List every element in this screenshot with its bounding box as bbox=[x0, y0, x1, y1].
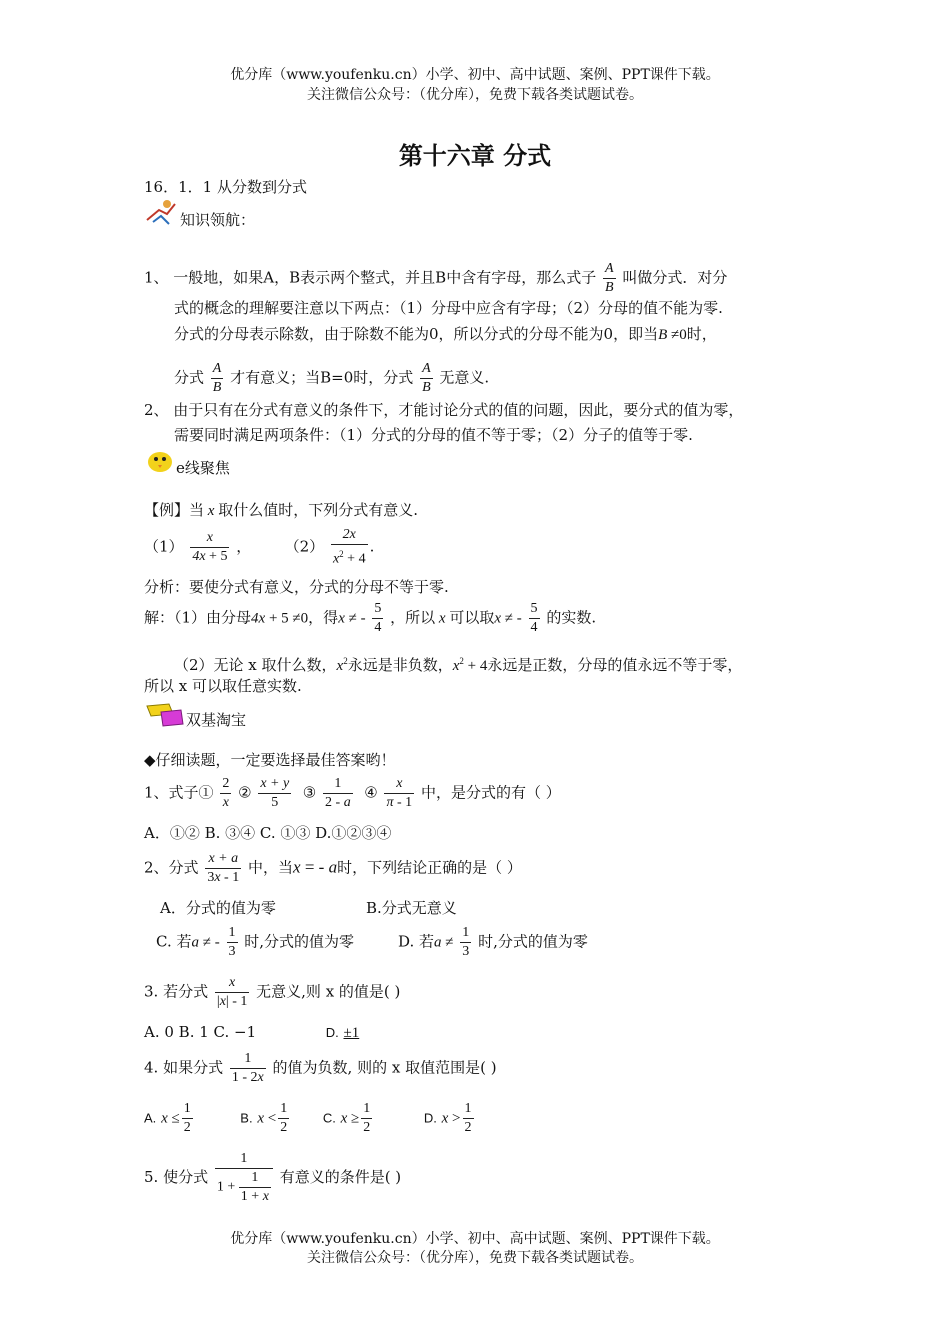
solution-2-line2: 所以 x 可以取任意实数. bbox=[144, 677, 302, 695]
example-items: （1） $\frac{x}{4x + 5}$ ， （2） $\frac{2x}{x^2 + 4}$ . bbox=[144, 527, 375, 567]
section-title: 16．1．1 从分数到分式 bbox=[144, 178, 307, 196]
example-fraction-2: $\frac{2x}{x^2 + 4}$ bbox=[332, 527, 366, 567]
bag-icon bbox=[143, 700, 185, 728]
knowledge-p1-line1: 1、 一般地，如果A，B表示两个整式，并且B中含有字母，那么式子 $\frac{A}{B}$ 叫做分式．对分 bbox=[144, 261, 728, 295]
quiz-instruction: ◆仔细读题，一定要选择最佳答案哟！ bbox=[144, 751, 396, 769]
knowledge-p1-line4: 分式 $\frac{A}{B}$ 才有意义；当B=0时，分式 $\frac{A}{B}$ 无意义. bbox=[174, 361, 490, 395]
analysis: 分析：要使分式有意义，分式的分母不等于零. bbox=[144, 578, 449, 596]
chapter-title: 第十六章 分式 bbox=[398, 141, 552, 170]
header-line-2: 关注微信公众号：（优分库），免费下载各类试题试卷。 bbox=[307, 87, 643, 103]
question-4-options: A. x ≤ $\frac{1}{2}$ B. x < $\frac{1}{2}$ C. x ≥ $\frac{1}{2}$ D. x > $\frac{1}{2}$ bbox=[144, 1101, 472, 1135]
question-4: 4. 如果分式 $\frac{1}{1 - 2x}$ 的值为负数, 则的 x 取值范围是( ) bbox=[144, 1051, 497, 1085]
question-2-option-b: B.分式无意义 bbox=[366, 899, 457, 917]
basics-heading: 双基淘宝 bbox=[186, 711, 247, 729]
footer-line-1: 优分库（www.youfenku.cn）小学、初中、高中试题、案例、PPT课件下载。 bbox=[230, 1231, 720, 1247]
question-3-options: A. 0 B. 1 C. −1 D. ±1 bbox=[144, 1023, 360, 1041]
knowledge-p1-line2: 式的概念的理解要注意以下两点：（1）分母中应含有字母；（2）分母的值不能为零. bbox=[174, 299, 723, 317]
question-3: 3. 若分式 $\frac{x}{|x| - 1}$ 无意义,则 x 的值是( ) bbox=[144, 975, 401, 1009]
knowledge-p2-line2: 需要同时满足两项条件：（1）分式的分母的值不等于零；（2）分子的值等于零. bbox=[174, 426, 693, 444]
knowledge-p2-line1: 2、 由于只有在分式有意义的条件下，才能讨论分式的值的问题，因此，要分式的值为零， bbox=[144, 401, 744, 419]
knowledge-heading: 知识领航： bbox=[180, 211, 256, 229]
question-2-option-c: C. 若a ≠ - $\frac{1}{3}$ 时,分式的值为零 bbox=[156, 925, 355, 959]
question-1-options: A．①② B. ③④ C. ①③ D.①②③④ bbox=[144, 824, 392, 842]
solution-1: 解：（1）由分母4x + 5 ≠0，得x ≠ - $\frac{5}{4}$ ，所以 x 可以取x ≠ - $\frac{5}{4}$ 的实数. bbox=[144, 601, 597, 635]
fraction-a-over-b: $\frac{A}{B}$ bbox=[604, 261, 614, 295]
question-2-option-a: A．分式的值为零 bbox=[160, 899, 276, 917]
question-2: 2、分式 $\frac{x + a}{3x - 1}$ 中，当x = - a时，下列结论正确的是（ ） bbox=[144, 851, 522, 885]
header-line-1: 优分库（www.youfenku.cn）小学、初中、高中试题、案例、PPT课件下载。 bbox=[230, 67, 720, 83]
focus-heading: e线聚焦 bbox=[176, 459, 230, 477]
runner-icon bbox=[143, 198, 179, 226]
question-2-option-d: D. 若a ≠ $\frac{1}{3}$ 时,分式的值为零 bbox=[398, 925, 588, 959]
question-5: 5. 使分式 1 1 + $\frac{1}{1 + x}$ 有意义的条件是( ) bbox=[144, 1151, 402, 1204]
example-intro: 【例】当 x 取什么值时，下列分式有意义. bbox=[144, 501, 418, 519]
knowledge-p1-line3: 分式的分母表示除数，由于除数不能为0，所以分式的分母不能为0，即当B ≠0时， bbox=[174, 325, 717, 343]
example-fraction-1: $\frac{x}{4x + 5}$ bbox=[192, 529, 228, 564]
footer-line-2: 关注微信公众号：（优分库），免费下载各类试题试卷。 bbox=[307, 1250, 643, 1266]
solution-2: （2）无论 x 取什么数，$x^2$永远是非负数，$x^2 + 4$永远是正数，分母的值永远不等于零， bbox=[174, 656, 743, 674]
question-1: 1、式子① $\frac{2}{x}$ ② $\frac{x + y}{5}$ ③ $\frac{1}{2 - a}$ ④ $\frac{x}{\pi - 1}$ 中，是分式的有（ ） bbox=[144, 776, 561, 810]
chick-icon bbox=[143, 446, 177, 474]
